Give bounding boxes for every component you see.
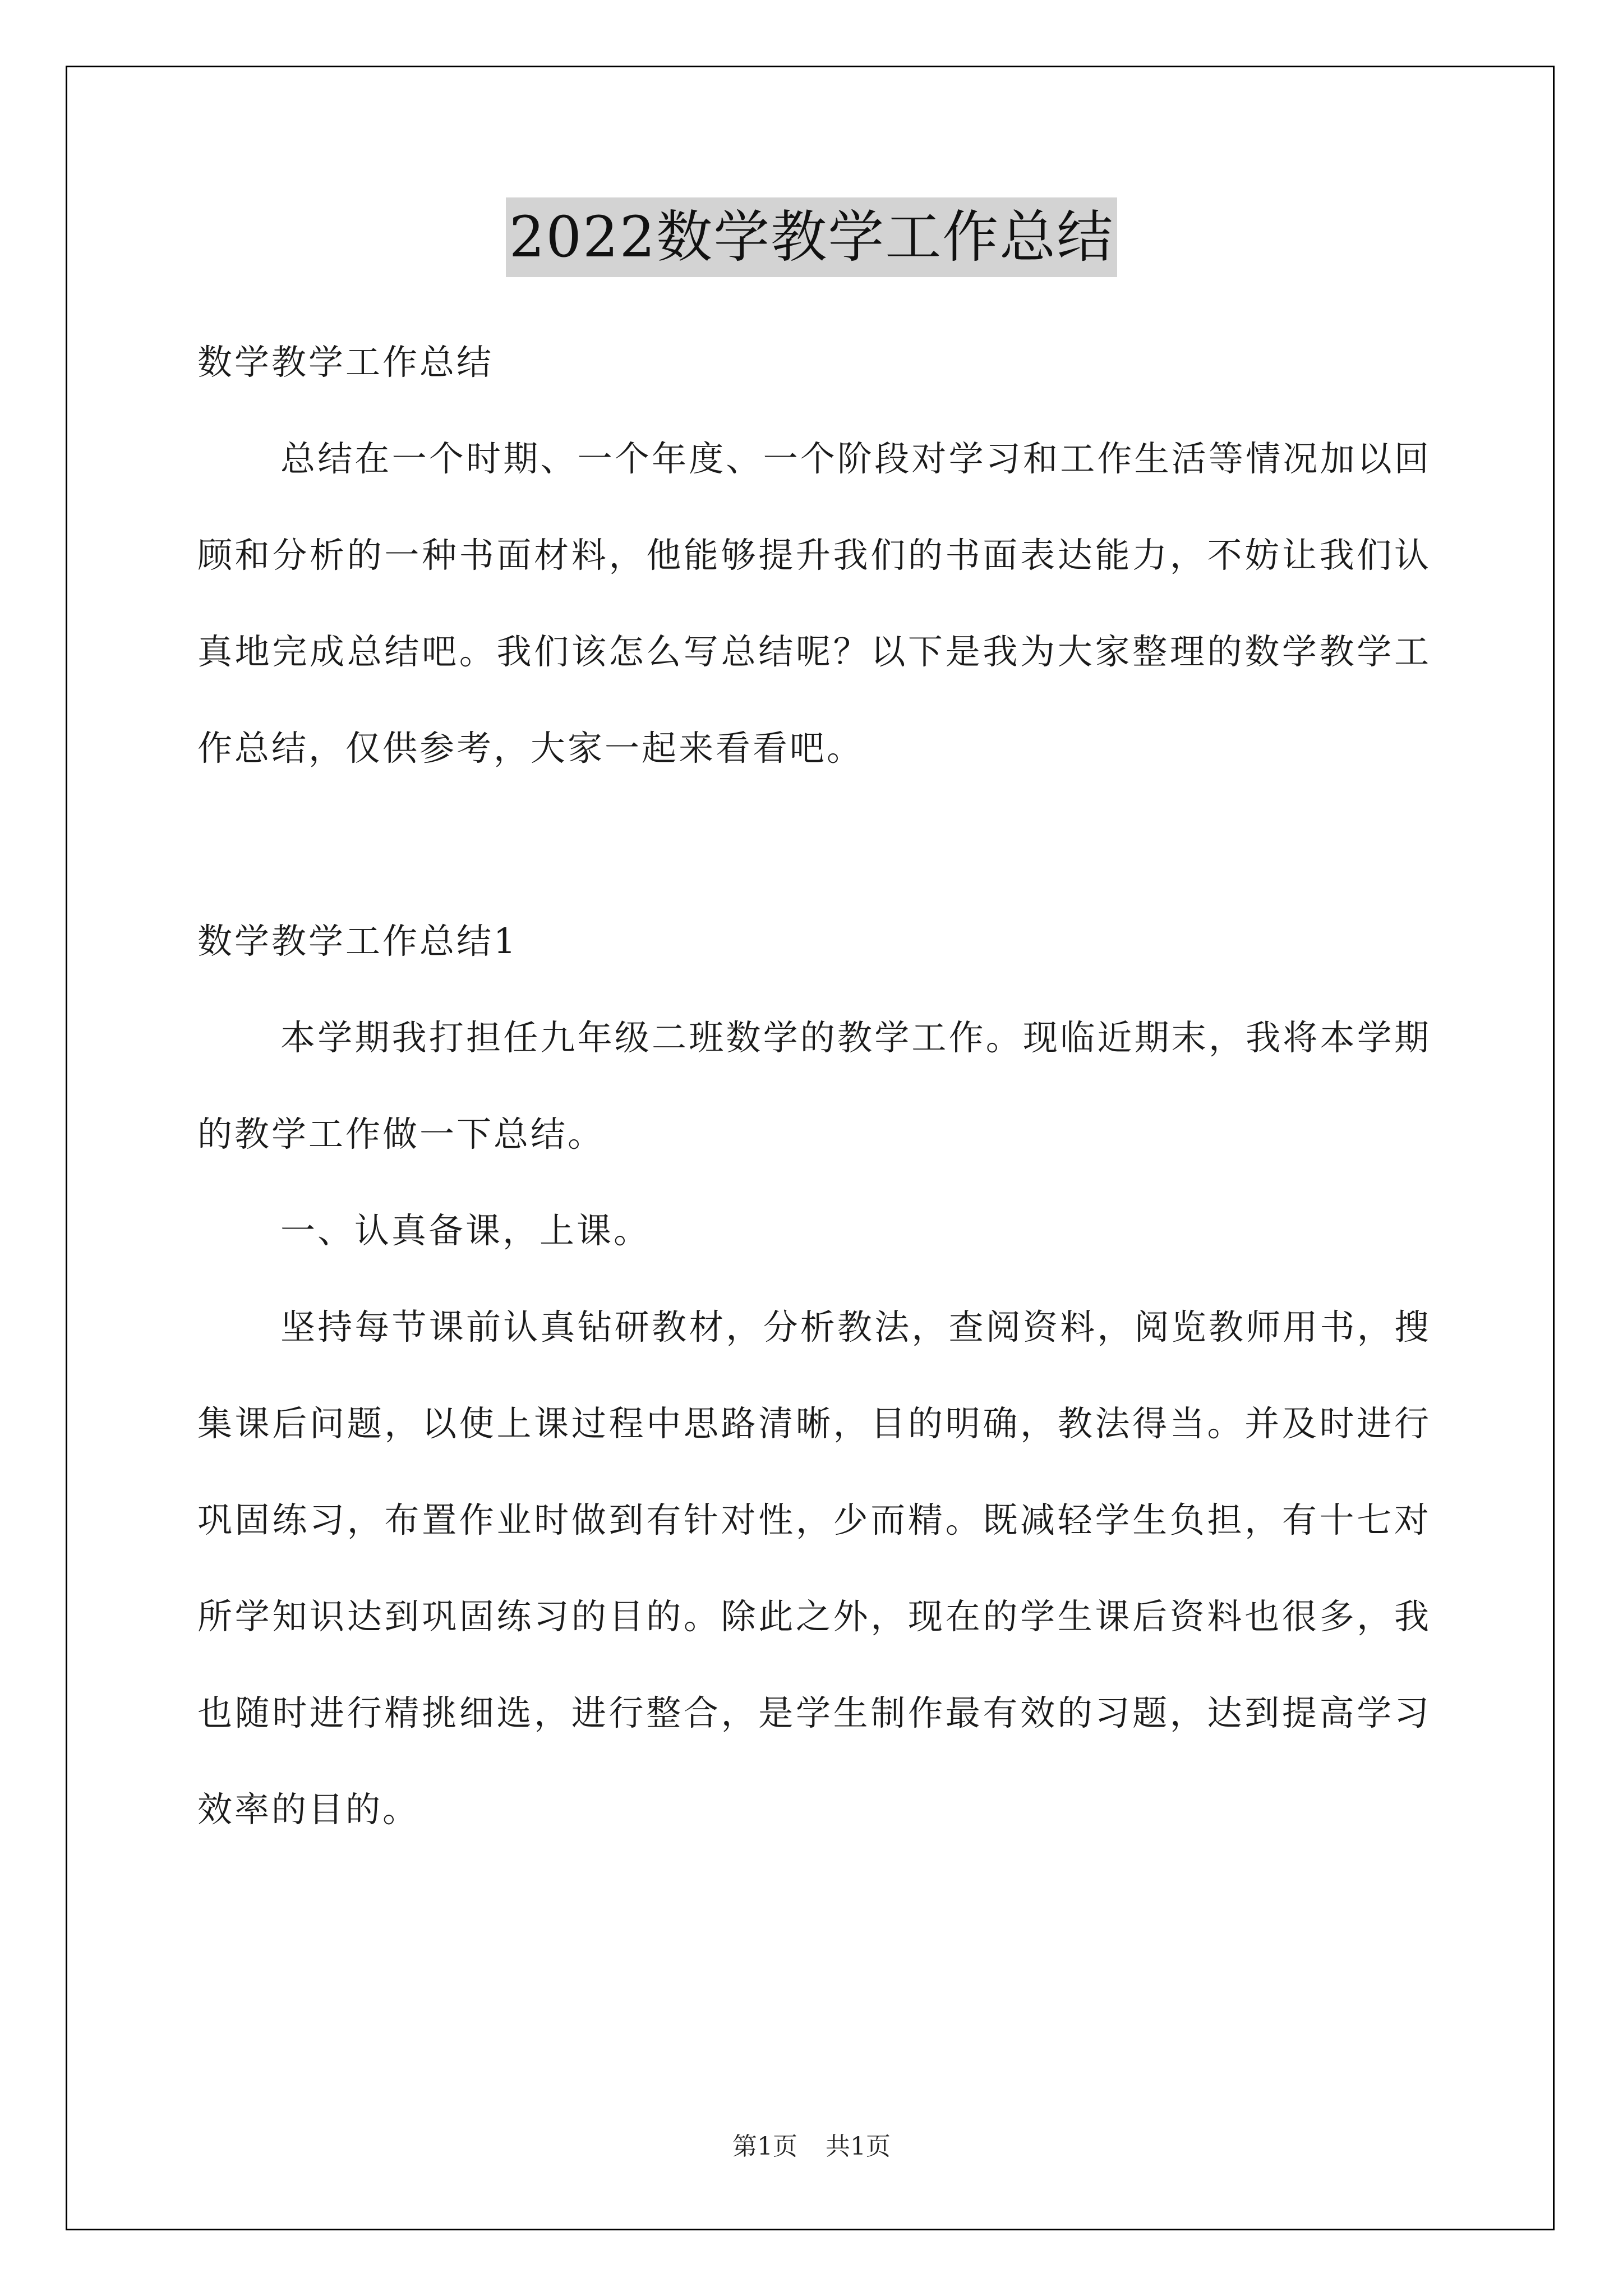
- page-total: 共1页: [826, 2132, 891, 2161]
- page-footer: [0, 2126, 1623, 2162]
- body-paragraph: 本学期我打担任九年级二班数学的教学工作。现临近期末，我将本学期的教学工作做一下总结。: [197, 1017, 1431, 1154]
- paragraph-spacer: [197, 797, 1431, 893]
- document-body: [197, 314, 1431, 1858]
- subsection-heading: 一、认真备课，上课。: [280, 1210, 651, 1251]
- page-number: 第1页: [732, 2132, 797, 2161]
- document-title: 2022数学教学工作总结: [506, 197, 1118, 277]
- title-container: [0, 197, 1623, 277]
- intro-paragraph: 总结在一个时期、一个年度、一个阶段对学习和工作生活等情况加以回顾和分析的一种书面材料，他能够提升我们的书面表达能力，不妨让我们认真地完成总结吧。我们该怎么写总结呢？以下是我为大家整理的数学教学工作总结，仅供参考，大家一起来看看吧。: [197, 438, 1431, 769]
- section-heading-1: 数学教学工作总结1: [197, 921, 518, 961]
- body-paragraph: 坚持每节课前认真钻研教材，分析教法，查阅资料，阅览教师用书，搜集课后问题，以使上课过程中思路清晰，目的明确，教法得当。并及时进行巩固练习，布置作业时做到有针对性，少而精。既减轻学生负担，有十七对所学知识达到巩固练习的目的。除此之外，现在的学生课后资料也很多，我也随时进行精挑细选，进行整合，是学生制作最有效的习题，达到提高学习效率的目的。: [197, 1306, 1431, 1830]
- section-heading-intro: 数学教学工作总结: [197, 342, 494, 383]
